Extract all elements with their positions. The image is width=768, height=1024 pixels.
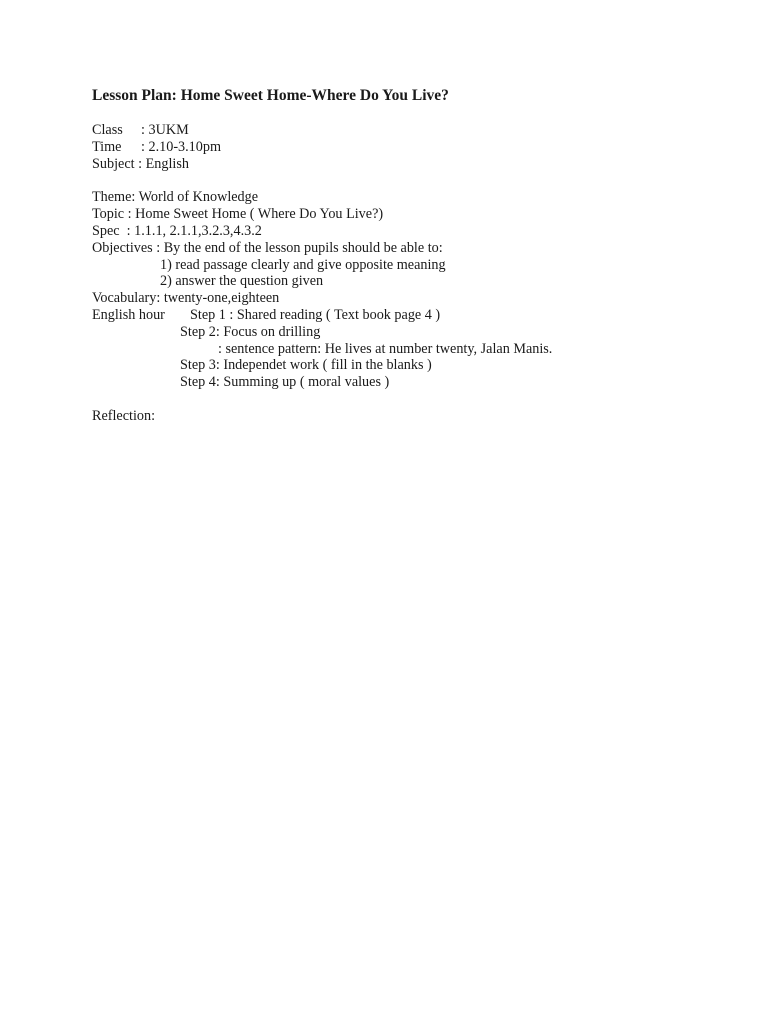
time-value: : 2.10-3.10pm [141, 139, 221, 155]
objective-1: 1) read passage clearly and give opposite meaning [160, 257, 446, 273]
objective-2: 2) answer the question given [160, 273, 324, 289]
step-3: Step 3: Independet work ( fill in the blanks ) [180, 357, 432, 373]
lesson-plan-title: Lesson Plan: Home Sweet Home-Where Do You Live? [92, 87, 449, 104]
step-1: Step 1 : Shared reading ( Text book page 4 ) [190, 307, 441, 323]
english-hour-label: English hour [92, 307, 165, 323]
spec-line: Spec : 1.1.1, 2.1.1,3.2.3,4.3.2 [92, 223, 262, 239]
step-4: Step 4: Summing up ( moral values ) [180, 374, 390, 390]
vocabulary-line: Vocabulary: twenty-one,eighteen [92, 290, 280, 306]
reflection-line: Reflection: [92, 408, 156, 424]
objectives-line: Objectives : By the end of the lesson pupils should be able to: [92, 240, 443, 256]
step-2: Step 2: Focus on drilling [180, 324, 321, 340]
subject-line: Subject : English [92, 156, 189, 172]
time-label: Time [92, 139, 122, 155]
class-label: Class [92, 122, 123, 138]
topic-line: Topic : Home Sweet Home ( Where Do You Live?) [92, 206, 384, 222]
theme-line: Theme: World of Knowledge [92, 189, 259, 205]
step-2-pattern: : sentence pattern: He lives at number twenty, Jalan Manis. [218, 341, 553, 357]
class-value: : 3UKM [141, 122, 189, 138]
